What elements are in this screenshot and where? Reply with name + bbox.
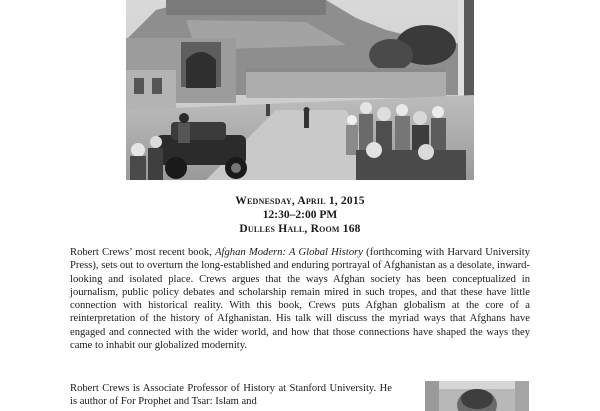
- event-location: Dulles Hall, Room 168: [239, 223, 361, 235]
- speaker-bio: Robert Crews is Associate Professor of History at Stanford University. He is author of For Prophet and Tsar: Islam and: [70, 383, 392, 408]
- speaker-portrait-photo: [425, 381, 529, 411]
- talk-description: [70, 246, 530, 352]
- historical-street-scene-photo: [126, 0, 474, 180]
- description-lead: Robert Crews’ most recent book,: [70, 247, 216, 258]
- event-date: Wednesday, April 1, 2015: [235, 195, 365, 207]
- event-details: [0, 194, 600, 236]
- description-body: (forthcoming with Harvard University Press), sets out to overturn the long-established and enduring portrayal of Afghanistan as a desolate, inward-looking and isolated place. Crews argues that the ways Afghan society has been conceptualized in journalism, public policy debates and scholarship remain mired in such tropes, and that these have little connection with historical reality. With this book, Crews puts Afghan globalism at the core of a reinterpretation of the history of Afghanistan. His talk will discuss the myriad ways that Afghans have engaged and connected with the wider world, and how that those connections have shaped the ways they came to inhabit our globalized modernity.: [70, 247, 530, 352]
- event-time: 12:30–2:00 PM: [262, 209, 338, 221]
- book-title: Afghan Modern: A Global History: [215, 247, 363, 258]
